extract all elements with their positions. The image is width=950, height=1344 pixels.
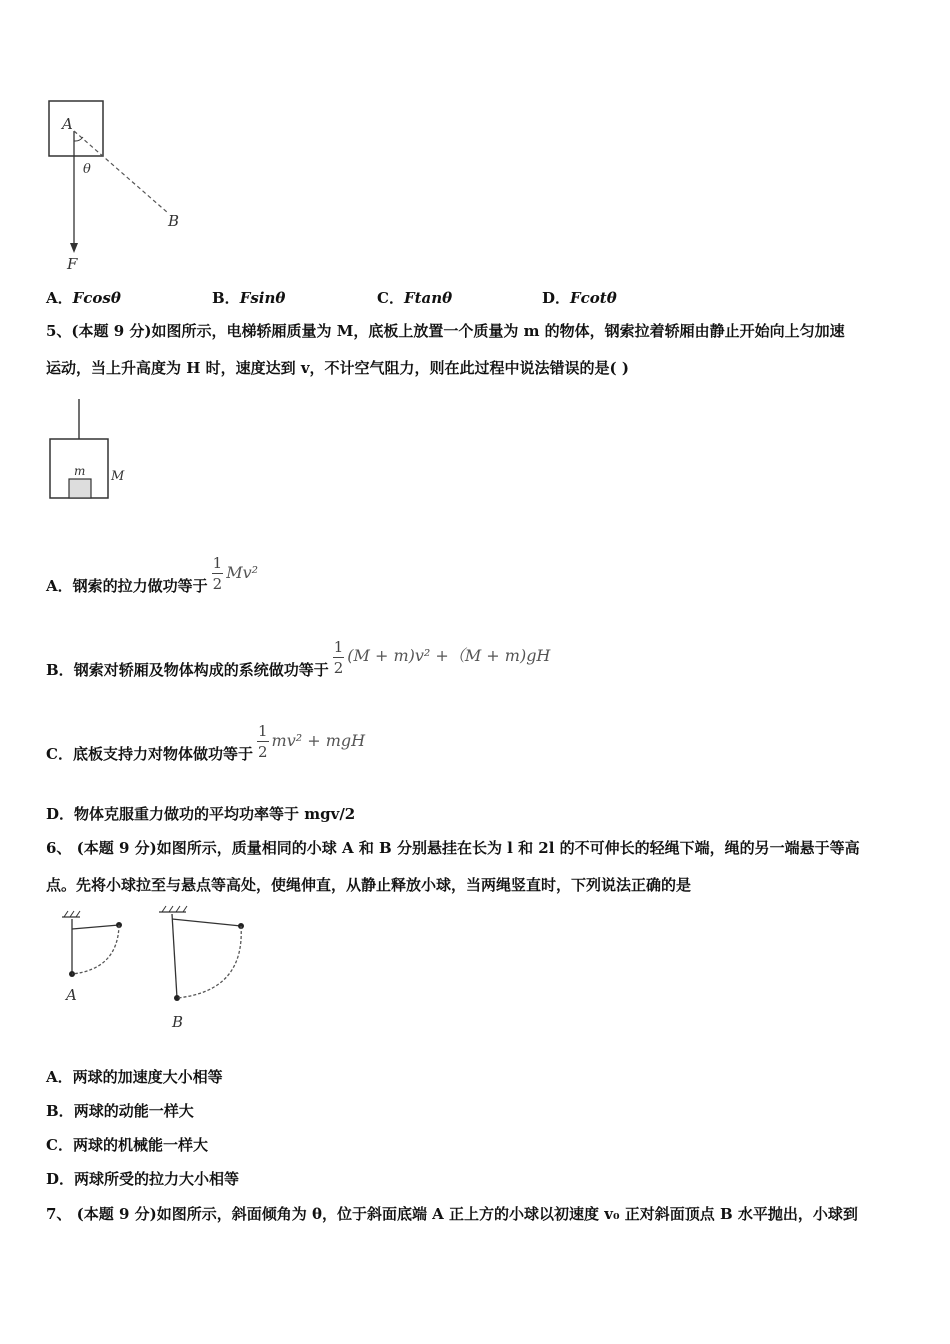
q5-block [69, 479, 91, 498]
option-letter: B． [46, 1102, 74, 1120]
option-letter: C． [377, 289, 404, 307]
option-text: Fsinθ [239, 289, 286, 307]
option-text: 底板支持力对物体做功等于 [72, 745, 253, 763]
q4-label-theta: θ [83, 162, 91, 177]
q4-label-f: F [67, 255, 78, 273]
q6-label-a: A [66, 986, 77, 1004]
option-text: 物体克服重力做功的平均功率等于 mgv/2 [74, 805, 356, 823]
q6-option-a[interactable] [46, 1066, 223, 1087]
option-letter: D． [46, 805, 75, 823]
option-text: Fcosθ [72, 289, 121, 307]
q6-rope-b-horizontal [172, 919, 241, 926]
frac-num: 1 [257, 722, 268, 740]
option-text: Fcotθ [570, 289, 617, 307]
q6-stem-line2: 点。先将小球拉至与悬点等高处，使绳伸直，从静止释放小球，当两绳竖直时，下列说法正确的是 [46, 876, 692, 894]
fraction-half [333, 637, 345, 678]
q5-option-d[interactable] [46, 803, 355, 824]
q6-option-b[interactable] [46, 1100, 194, 1121]
option-text: 钢索的拉力做功等于 [72, 577, 208, 595]
formula: Mv² [226, 563, 259, 582]
q4-label-a: A [62, 115, 73, 133]
q6-figure [50, 903, 270, 1038]
frac-num: 1 [212, 554, 223, 572]
option-letter: B． [46, 661, 74, 679]
option-letter: B． [212, 289, 240, 307]
q6-hatch-a [64, 911, 80, 917]
option-letter: C． [46, 745, 73, 763]
option-text: Ftanθ [403, 289, 453, 307]
q4-box [49, 101, 103, 156]
option-letter: C． [46, 1136, 73, 1154]
q5-option-c[interactable] [46, 718, 365, 764]
option-letter: A． [46, 289, 73, 307]
option-letter: A． [46, 577, 73, 595]
option-letter: D． [542, 289, 571, 307]
option-text: 两球的加速度大小相等 [72, 1068, 223, 1086]
frac-num: 1 [333, 638, 344, 656]
q6-option-c[interactable] [46, 1134, 208, 1155]
frac-den: 2 [212, 575, 223, 593]
q6-rope-a-horizontal [72, 925, 119, 929]
q4-force-arrowhead [70, 243, 78, 253]
q4-option-a[interactable] [46, 287, 121, 308]
q7-stem-line1: 7、 (本题 9 分)如图所示，斜面倾角为 θ，位于斜面底端 A 正上方的小球以初速度 v₀ 正对斜面顶点 B 水平抛出，小球到 [46, 1205, 858, 1223]
q5-stem-line1: 5、(本题 9 分)如图所示，电梯轿厢质量为 M，底板上放置一个质量为 m 的物体，钢索拉着轿厢由静止开始向上匀加速 [46, 322, 845, 340]
q6-rope-b-vertical [172, 914, 177, 998]
q4-option-c[interactable] [377, 287, 452, 308]
q6-path-a [72, 925, 119, 974]
formula: mv² + mgH [271, 731, 366, 750]
option-text: 两球的动能一样大 [73, 1102, 194, 1120]
fraction-half [257, 721, 269, 762]
q4-option-d[interactable] [542, 287, 617, 308]
option-letter: D． [46, 1170, 75, 1188]
frac-den: 2 [257, 743, 268, 761]
q4-option-b[interactable] [212, 287, 285, 308]
option-text: 两球所受的拉力大小相等 [74, 1170, 240, 1188]
q4-label-b: B [168, 212, 180, 230]
q6-stem-line1: 6、 (本题 9 分)如图所示，质量相同的小球 A 和 B 分别悬挂在长为 l 和 2l 的不可伸长的轻绳下端，绳的另一端悬于等高 [46, 839, 860, 857]
formula: (M + m)v² +（M + m)gH [347, 646, 551, 665]
q6-path-b [177, 926, 241, 998]
q6-option-d[interactable] [46, 1168, 239, 1189]
option-text: 钢索对轿厢及物体构成的系统做功等于 [73, 661, 329, 679]
frac-den: 2 [333, 659, 344, 677]
q6-label-b: B [172, 1013, 184, 1031]
q4-figure [40, 95, 200, 275]
q5-label-M: M [111, 469, 125, 484]
q5-option-b[interactable] [46, 634, 550, 680]
q5-figure [45, 396, 145, 506]
q6-hatch-b [162, 906, 187, 912]
option-text: 两球的机械能一样大 [72, 1136, 208, 1154]
q5-stem-line2: 运动，当上升高度为 H 时，速度达到 v，不计空气阻力，则在此过程中说法错误的是( ) [46, 359, 629, 377]
q4-options [46, 287, 906, 307]
q5-label-m: m [74, 464, 86, 478]
q5-option-a[interactable] [46, 550, 258, 596]
option-letter: A． [46, 1068, 73, 1086]
fraction-half [212, 553, 224, 594]
